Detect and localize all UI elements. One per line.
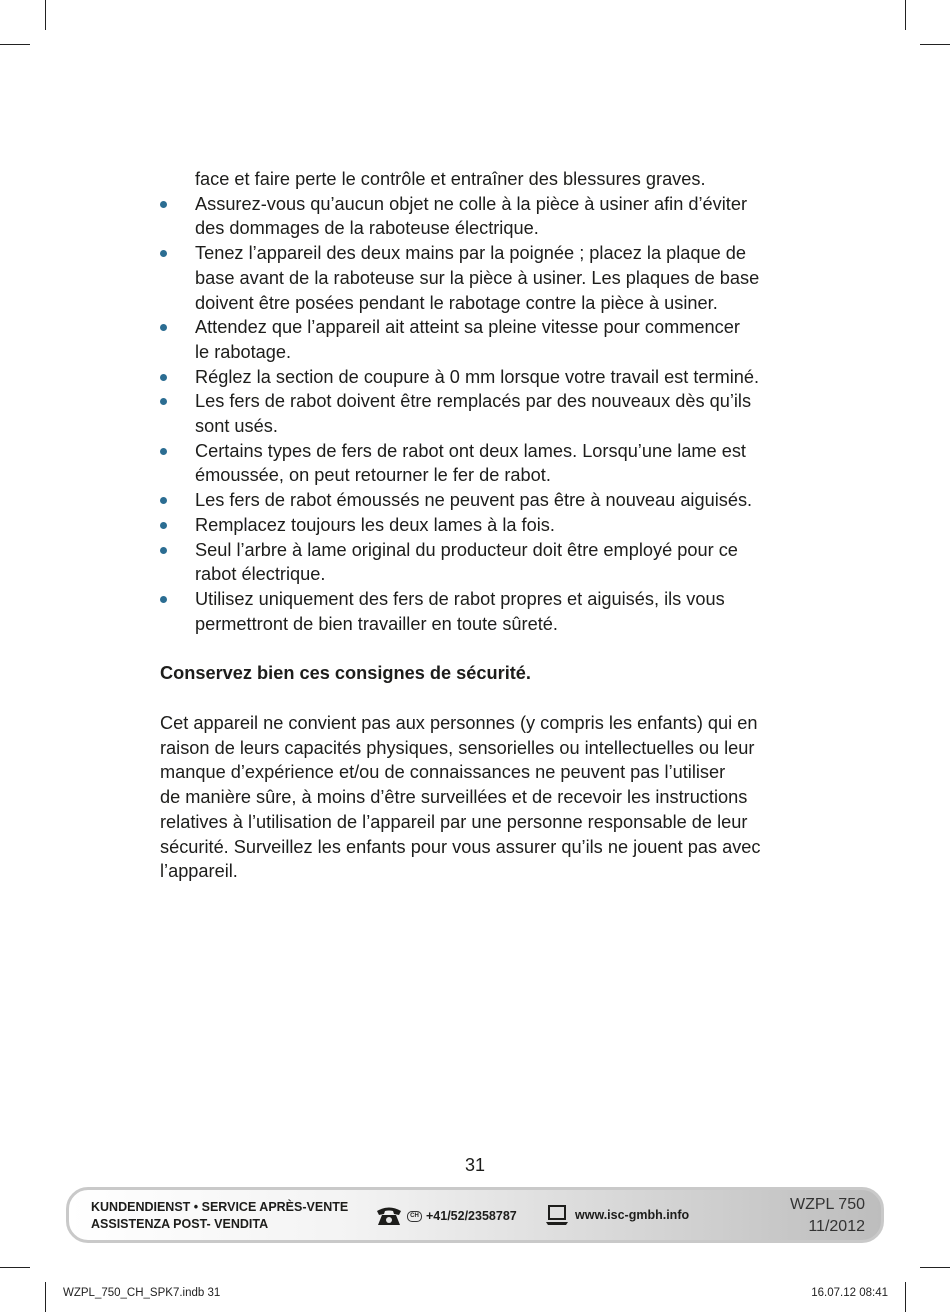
footer-bar	[66, 1187, 884, 1243]
paragraph-line: Cet appareil ne convient pas aux personnes (y compris les enfants) qui en	[160, 713, 758, 734]
list-item	[160, 192, 800, 241]
list-item	[160, 439, 800, 488]
list-item-line: sont usés.	[195, 416, 278, 437]
bullet-icon	[160, 448, 167, 455]
list-item	[160, 365, 800, 390]
crop-mark	[920, 44, 950, 45]
paragraph-line: l’appareil.	[160, 861, 238, 882]
crop-mark	[0, 44, 30, 45]
page-content	[160, 167, 800, 884]
service-line-1: KUNDENDIENST • SERVICE APRÈS-VENTE	[91, 1200, 349, 1214]
website-contact	[545, 1204, 689, 1226]
safety-heading: Conservez bien ces consignes de sécurité.	[160, 663, 531, 684]
paragraph-line: de manière sûre, à moins d’être surveillées et de recevoir les instructions	[160, 787, 748, 808]
bullet-icon	[160, 547, 167, 554]
list-item-line: rabot électrique.	[195, 564, 326, 585]
list-item-line: émoussée, on peut retourner le fer de rabot.	[195, 465, 551, 486]
bullet-icon	[160, 201, 167, 208]
crop-mark	[45, 0, 46, 30]
print-slug-timestamp: 16.07.12 08:41	[811, 1287, 888, 1299]
paragraph-line: relatives à l’utilisation de l’appareil par une personne responsable de leur	[160, 811, 748, 832]
list-item-line: doivent être posées pendant le rabotage contre la pièce à usiner.	[195, 292, 718, 313]
paragraph-line: sécurité. Surveillez les enfants pour vous assurer qu’ils ne jouent pas avec	[160, 836, 761, 857]
list-item	[160, 538, 800, 587]
continuation-line	[160, 167, 800, 192]
list-item	[160, 389, 800, 438]
safety-list	[160, 167, 800, 192]
list-item	[160, 241, 800, 315]
bullet-icon	[160, 522, 167, 529]
list-item	[160, 587, 800, 636]
bullet-icon	[160, 250, 167, 257]
list-item-line: Les fers de rabot émoussés ne peuvent pas être à nouveau aiguisés.	[195, 490, 753, 511]
phone-icon	[375, 1205, 403, 1227]
list-item-line: des dommages de la raboteuse électrique.	[195, 218, 539, 239]
list-item	[160, 488, 800, 513]
list-item-line: Réglez la section de coupure à 0 mm lorsque votre travail est terminé.	[195, 366, 760, 387]
crop-mark	[905, 1282, 906, 1312]
list-item	[160, 513, 800, 538]
bullet-icon	[160, 596, 167, 603]
crop-mark	[905, 0, 906, 30]
phone-number: +41/52/2358787	[426, 1209, 517, 1223]
list-item-line: permettront de bien travailler en toute sûreté.	[195, 613, 558, 634]
page-number: 31	[464, 1155, 486, 1175]
bullet-icon	[160, 374, 167, 381]
crop-mark	[920, 1267, 950, 1268]
country-badge: CH	[407, 1211, 422, 1222]
list-item-line: Assurez-vous qu’aucun objet ne colle à la pièce à usiner afin d’éviter	[195, 193, 748, 214]
crop-mark	[45, 1282, 46, 1312]
disclaimer-paragraph	[160, 711, 800, 884]
crop-mark	[0, 1267, 30, 1268]
service-label	[91, 1199, 348, 1233]
laptop-icon	[545, 1204, 569, 1226]
bullet-icon	[160, 398, 167, 405]
list-item-line: base avant de la raboteuse sur la pièce à usiner. Les plaques de base	[195, 267, 760, 288]
list-item-line: Les fers de rabot doivent être remplacés par des nouveaux dès qu’ils	[195, 391, 752, 412]
list-item	[160, 315, 800, 364]
model-info	[790, 1194, 865, 1238]
service-line-2: ASSISTENZA POST- VENDITA	[91, 1217, 269, 1231]
list-item-line: Remplacez toujours les deux lames à la fois.	[195, 514, 555, 535]
paragraph-line: raison de leurs capacités physiques, sensorielles ou intellectuelles ou leur	[160, 737, 755, 758]
website-url: www.isc-gmbh.info	[575, 1208, 690, 1222]
edition-date: 11/2012	[808, 1218, 865, 1235]
bullet-list	[160, 192, 800, 637]
phone-contact	[375, 1205, 517, 1227]
continuation-text: face et faire perte le contrôle et entraîner des blessures graves.	[195, 169, 706, 189]
list-item-line: Tenez l’appareil des deux mains par la poignée ; placez la plaque de	[195, 243, 747, 264]
list-item-line: Seul l’arbre à lame original du producteur doit être employé pour ce	[195, 539, 738, 560]
list-item-line: Attendez que l’appareil ait atteint sa pleine vitesse pour commencer	[195, 317, 740, 338]
list-item-line: Certains types de fers de rabot ont deux lames. Lorsqu’une lame est	[195, 440, 746, 461]
bullet-icon	[160, 497, 167, 504]
list-item-line: Utilisez uniquement des fers de rabot propres et aiguisés, ils vous	[195, 588, 725, 609]
list-item-line: le rabotage.	[195, 341, 292, 362]
paragraph-line: manque d’expérience et/ou de connaissances ne peuvent pas l’utiliser	[160, 762, 726, 783]
print-slug-file: WZPL_750_CH_SPK7.indb 31	[63, 1287, 221, 1299]
model-number: WZPL 750	[790, 1196, 865, 1213]
bullet-icon	[160, 324, 167, 331]
